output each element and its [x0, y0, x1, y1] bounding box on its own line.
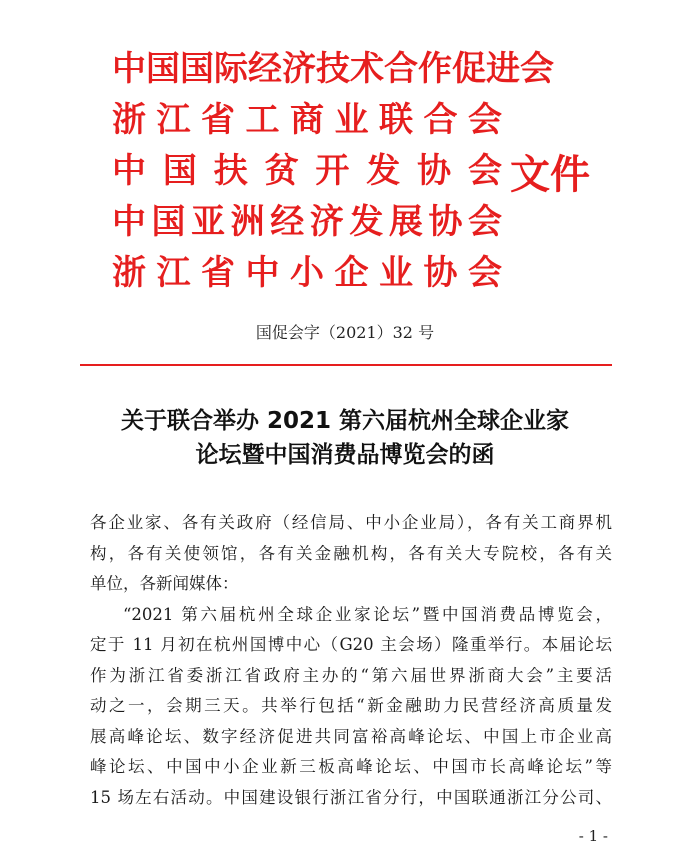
organization-name: 中国扶贫开发协会: [112, 151, 502, 191]
body-line: “2021 第六届杭州全球企业家论坛”暨中国消费品博览会，: [123, 604, 612, 624]
body-line: 峰论坛、中国中小企业新三板高峰论坛、中国市长高峰论坛”等: [90, 757, 612, 776]
body-line: 15 场左右活动。中国建设银行浙江省分行，中国联通浙江分公司、: [90, 787, 612, 807]
document-title: [0, 404, 690, 472]
organization-name: 中国亚洲经济发展协会: [112, 202, 502, 242]
page-number: - 1 -: [578, 827, 608, 845]
body-line: 定于 11 月初在杭州国博中心（G20 主会场）隆重举行。本届论坛: [90, 635, 612, 654]
document-number: 国促会字（2021）32 号: [255, 323, 435, 342]
title-line: 关于联合举办 2021 第六届杭州全球企业家: [120, 408, 570, 434]
title-line: 论坛暨中国消费品博览会的函: [195, 442, 495, 468]
body-line: 构，各有关使领馆，各有关金融机构，各有关大专院校，各有关: [90, 543, 612, 563]
body-line: 动之一，会期三天。共举行包括“新金融助力民营经济高质量发: [90, 696, 612, 715]
body-text: [90, 508, 612, 813]
document-type-label: 文件: [510, 152, 590, 198]
red-header-divider: [80, 364, 612, 366]
body-line: 各企业家、各有关政府（经信局、中小企业局），各有关工商界机: [90, 513, 612, 532]
body-line: 单位，各新闻媒体：: [90, 574, 239, 593]
organization-name: 中国国际经济技术合作促进会: [112, 49, 554, 89]
body-line: 展高峰论坛、数字经济促进共同富裕高峰论坛、中国上市企业高: [90, 726, 612, 746]
body-line: 作为浙江省委浙江省政府主办的“第六届世界浙商大会”主要活: [90, 665, 612, 685]
organization-name: 浙江省中小企业协会: [112, 253, 502, 293]
organization-name: 浙江省工商业联合会: [112, 100, 502, 140]
